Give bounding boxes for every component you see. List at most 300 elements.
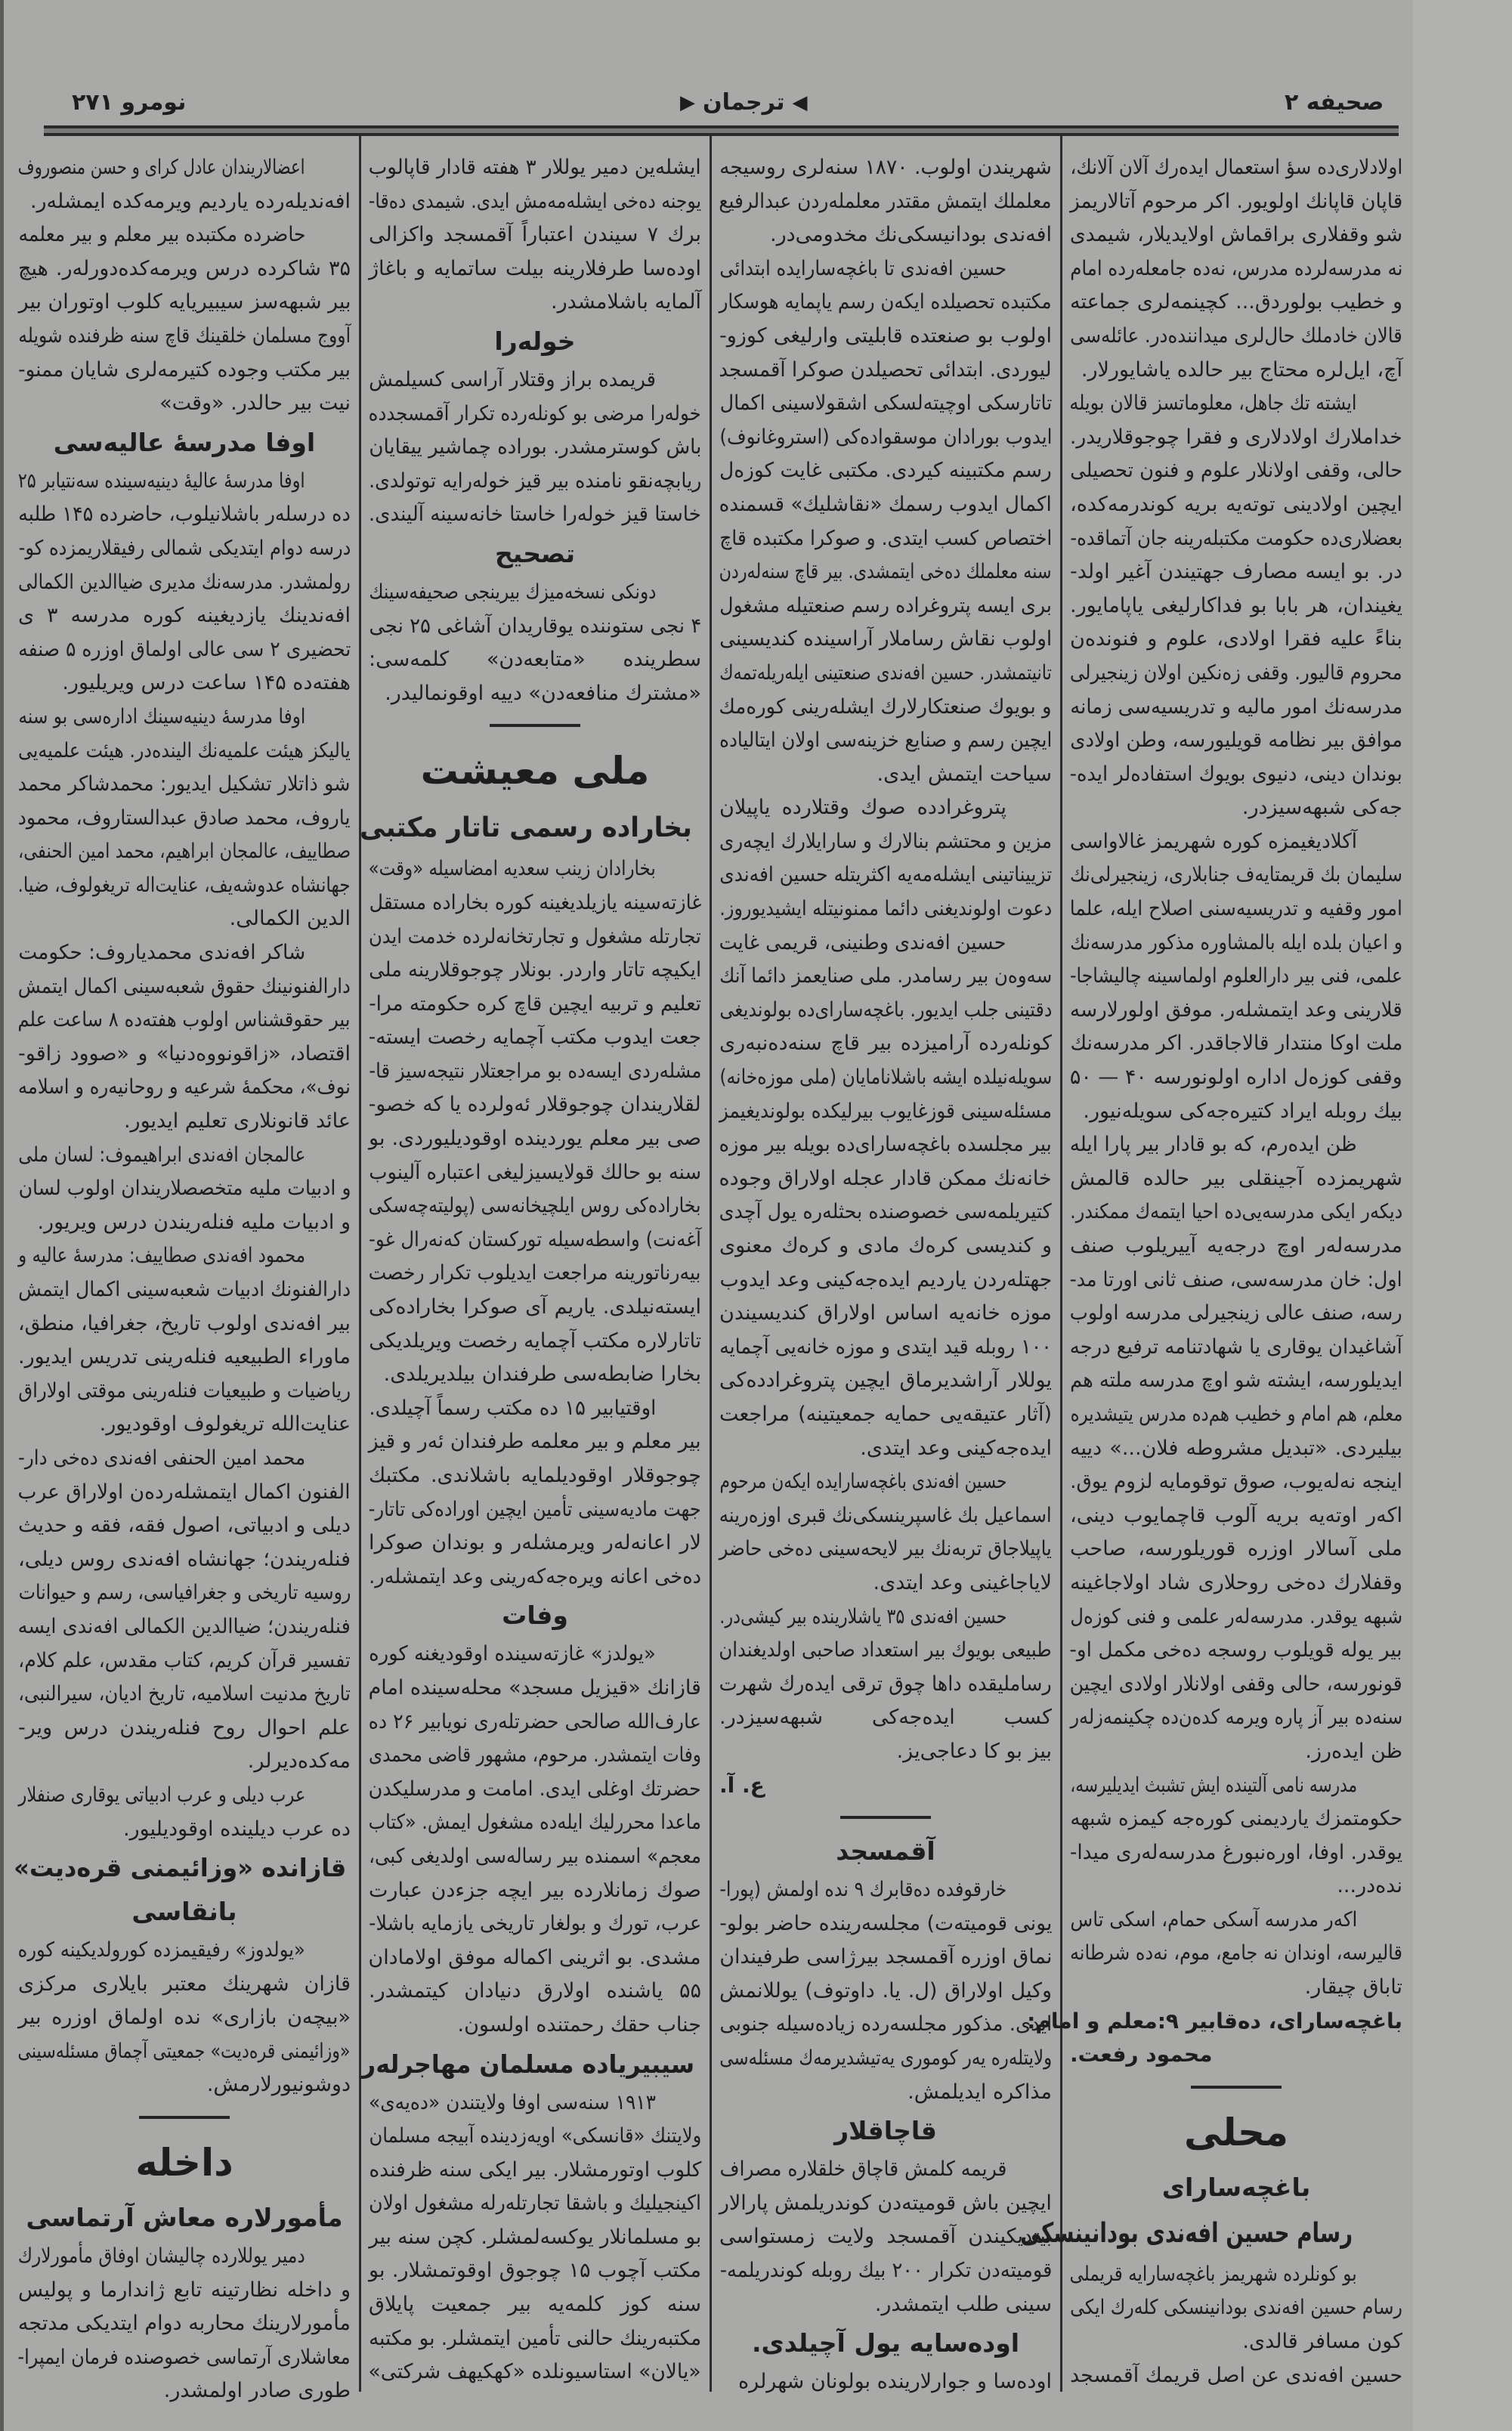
text-line-content: فنله‌ریندن؛ جهانشاه افه‌ندی روس دیلی، — [18, 1547, 351, 1571]
text-line-content: نیت بیر حالدر. «وقت» — [159, 391, 351, 416]
text-line — [719, 1941, 1052, 1975]
text-line — [369, 2009, 701, 2043]
text-line-content: باش کوسترمشدر. بوراده چماشیر ییقایان — [369, 435, 701, 459]
heading-line — [1019, 2210, 1402, 2258]
text-line — [18, 151, 351, 185]
text-line-content: تاتارسکی اوچیته‌لسکی اشقولاسینی اکمال — [719, 391, 1052, 416]
text-line — [369, 852, 701, 886]
heading-text: اوفا مدرسهٔ عالیه‌سی — [53, 427, 316, 457]
text-line-content: اولادلاری‌ده سؤ استعمال ایده‌رك آلان آلانك، — [1070, 156, 1402, 179]
text-line — [369, 1021, 701, 1055]
text-line-content: تحضیری ۲ سی عالی اولماق اوزره ۵ صنفه — [17, 637, 351, 661]
text-line-content: ایده‌جه‌کینی وعد ایتدی. — [860, 1436, 1052, 1460]
text-line — [1070, 892, 1402, 926]
article-paragraph — [369, 1392, 701, 1594]
text-line-content: مشدی. بو اثرینی اکماله موفق اولامادان — [368, 1945, 701, 1969]
text-line — [1070, 1263, 1402, 1297]
text-line — [719, 758, 1052, 792]
text-line-content: لیوردی. ابتدائی تحصیلدن صوکرا آقمسجد — [719, 357, 1052, 382]
text-line — [719, 1975, 1052, 2009]
text-line — [369, 1773, 701, 1807]
text-line — [719, 421, 1052, 455]
bracket-left-icon: ◀ — [792, 91, 808, 114]
text-line — [719, 1128, 1052, 1162]
text-line — [1070, 1095, 1402, 1129]
text-line-content: الفنون اکمال ایتمشله‌رده‌ن اولاراق عرب — [17, 1480, 351, 1504]
text-line-content: اولوب بو صنعتده قابلیتی وارلیغی کوزو- — [719, 323, 1052, 348]
text-line-content: لقلاریندان چوجوقلار ئه‌ولرده یا که خصو- — [369, 1093, 701, 1117]
text-line — [369, 1392, 701, 1426]
text-line-content: ایچین اولادینی توته‌یه بریه کوندرمه‌کده، — [1070, 492, 1402, 516]
text-line-content: ده‌خی اعانه ویره‌جه‌که‌رینی وعد ایتمشله‌ر. — [369, 1564, 701, 1588]
text-line-content: ظن ایده‌رم، که بو قادار بیر پارا ایله — [1070, 1133, 1357, 1157]
text-line — [1070, 555, 1402, 589]
text-line — [18, 1476, 351, 1510]
text-line — [1070, 791, 1402, 825]
text-line — [719, 1195, 1052, 1229]
heading-text: تصحیح — [495, 538, 575, 568]
text-line — [719, 218, 1052, 252]
text-line — [18, 1678, 351, 1712]
text-line — [1070, 1162, 1402, 1196]
article-paragraph — [18, 151, 351, 218]
text-line — [719, 1735, 1052, 1769]
text-line-content: اوقتیابیر ۱۵ ده مکتب رسماً آچیلدی. — [369, 1396, 656, 1420]
text-line — [369, 1189, 701, 1223]
text-line-content: اوفا مدرسهٔ عالیهٔ دینیه‌سینده سه‌نتیابر ۲۵ — [18, 469, 306, 493]
text-line — [369, 498, 701, 532]
text-line — [369, 1560, 701, 1594]
text-line-content: حسین افه‌ندی ۳۵ یاشلارینده بیر کیشی‌در. — [719, 1604, 1006, 1628]
text-line-content: حسین افه‌ندی وطنینی، قریمی غایت — [719, 930, 1006, 954]
section-title-line — [1070, 2099, 1402, 2166]
article-heading — [1070, 2166, 1402, 2210]
text-line — [18, 802, 351, 836]
text-line — [719, 488, 1052, 522]
text-line — [369, 252, 701, 286]
article-heading — [369, 320, 701, 363]
text-line — [369, 677, 701, 711]
text-line — [1070, 2359, 1402, 2393]
text-line — [719, 1533, 1052, 1567]
text-line — [1070, 1634, 1402, 1668]
text-line-content: سویله‌نیلده ایشه باشلانامایان (ملی موزه‌خانه) — [719, 1065, 1052, 1090]
text-line — [18, 1408, 351, 1442]
article-heading — [719, 1829, 1052, 1873]
text-line — [369, 610, 701, 644]
heading-text: قاچاقلار — [834, 2116, 937, 2146]
text-line — [369, 1459, 701, 1493]
text-line-content: یوجنه ده‌خی ایشله‌مه‌مش ایدی. شیمدی ده‌قا- — [368, 189, 701, 213]
text-line-content: قریمده براز وقتلار آراسی کسیلمش — [369, 367, 656, 391]
heading-text: خوله‌را — [494, 326, 576, 356]
heading-text: رسام حسین افه‌ندی بودانینسکی — [1019, 2217, 1353, 2249]
text-line-content: کتیریلمه‌سی خصوصنده بحثله‌ره یول آچدی — [719, 1200, 1052, 1224]
text-line — [1070, 454, 1402, 488]
text-line-content: فنله‌ریندن؛ ضیاالدین الکمالی افه‌ندی ایسه — [17, 1614, 351, 1638]
column-1 — [1019, 151, 1402, 2392]
text-line-content: علمی، فنی بیر دارالعلوم اولماسینه چالیشاجا- — [1069, 964, 1402, 988]
signature-left: محمود رفعت. — [1070, 2042, 1213, 2068]
text-line — [369, 576, 701, 610]
text-line-content: معلملك ایتمش مقتدر معلمله‌ردن عبدالرفیع — [719, 189, 1052, 213]
bracket-right-icon: ▶ — [680, 91, 695, 114]
text-line-content: معاشلاری آرتماسی خصوصنده فرمان ایمپرا- — [17, 2345, 351, 2369]
text-line-content: ۳۵ شاکرده درس ویرمه‌کده‌دورله‌ر. هیچ — [18, 256, 351, 280]
heading-line — [369, 320, 701, 363]
text-line-content: اسماعیل بك غاسپرینسکی‌نك قبری اوزه‌رینه — [719, 1503, 1052, 1527]
signature — [1027, 2005, 1402, 2039]
text-line — [18, 1644, 351, 1678]
text-line-content: هفته‌ده ۱۴۵ ساعت درس ویریلیور. — [62, 671, 351, 695]
text-line-content: یوقدر. اوفا، اوره‌نبورغ مدرسه‌له‌ری میدا- — [1069, 1840, 1402, 1864]
text-line-content: رسام حسین افه‌ندی بودانینسکی کله‌رك ایکی — [1070, 2296, 1402, 2320]
text-line-content: حسین افه‌ندی تا باغچه‌سارایده ابتدائی — [719, 256, 1006, 280]
text-line — [369, 465, 701, 499]
text-line-content: ایدیلورسه، ایشته شو اوچ مدرسه ملته هم — [1069, 1369, 1402, 1393]
article-paragraph — [1070, 1904, 1402, 2005]
article-heading — [719, 2109, 1052, 2153]
text-line-content: ریاضیات و طبیعیات فنله‌رینی موقتی اولاراق — [18, 1378, 351, 1403]
text-line — [369, 286, 701, 320]
text-line — [369, 1358, 701, 1392]
text-line — [1070, 1432, 1402, 1466]
text-line — [369, 1672, 701, 1706]
text-line — [369, 1257, 701, 1291]
text-line — [719, 926, 1052, 960]
text-line — [719, 1432, 1052, 1466]
text-line-content: «وزائیمنی قره‌دیت» جمعیتی آچماق مسئله‌سینی — [17, 2039, 351, 2063]
article-paragraph — [18, 1442, 351, 1779]
text-line — [1070, 2325, 1402, 2359]
text-line-content: عالمجان افه‌ندی ابراهیموف: لسان ملی — [17, 1143, 305, 1167]
heading-text: مأمورلاره معاش آرتماسی — [26, 2203, 343, 2233]
text-line — [18, 2341, 351, 2375]
heading-line — [719, 1829, 1052, 1873]
text-line-content: یاپیلاجاق تربه‌نك بیر لایحه‌سینی ده‌خی حاضر — [719, 1537, 1052, 1561]
heading-line — [369, 1594, 701, 1638]
text-line-content: رولمشدر. مدرسه‌نك مدیری ضیاالدین الکمالی — [18, 570, 351, 594]
article-heading — [360, 804, 701, 852]
signature — [719, 1769, 1052, 1803]
text-line-content: غازته‌سینه یازیلدیغینه کوره بخاراده مستقل — [369, 890, 701, 914]
text-line-content: حاضرده مکتبده بیر معلم و بیر معلمه — [18, 223, 305, 247]
text-line-content: بیر مکتب وجوده کتیرمه‌لری شایان ممنو- — [18, 357, 351, 382]
article-heading — [18, 421, 351, 465]
text-line — [719, 791, 1052, 825]
text-line-content: جهت مادیه‌سینی تأمین ایچین اوراده‌کی تاتار- — [369, 1497, 701, 1521]
article-paragraph — [18, 1779, 351, 1846]
text-line — [369, 1088, 701, 1122]
text-line — [719, 252, 1052, 286]
text-line-content: اعضالاریندان عادل کرای و حسن منصوروف — [18, 156, 305, 179]
text-line-content: دوشونیورلارمش. — [206, 2073, 351, 2097]
text-line-content: دمیر یوللارده چالیشان اوفاق مأمورلارك — [18, 2244, 305, 2269]
text-line — [18, 1273, 351, 1307]
text-line — [719, 724, 1052, 758]
text-line-content: ایدی. مذکور مجلسه‌رده زیاده‌سیله جنوبی — [719, 2012, 1052, 2037]
text-line — [1070, 488, 1402, 522]
text-line — [18, 1509, 351, 1543]
article-paragraph — [369, 363, 701, 532]
text-line-content: ملی آسالار اوزره قوریلورسه، صاحب — [1070, 1537, 1402, 1561]
text-line — [18, 835, 351, 869]
text-line-content: اول: خان مدرسه‌سی، صنف ثانی اورتا مد- — [1069, 1267, 1402, 1291]
text-line — [719, 1701, 1052, 1735]
heading-line — [1070, 2166, 1402, 2210]
text-line — [369, 1291, 701, 1325]
text-line — [1070, 1904, 1402, 1938]
text-line-content: صطاییف، عالمجان ابراهیم، محمد امین الحنفی، — [17, 840, 351, 864]
text-line-content: جهانشاه عدوشه‌یف، عنایت‌اله تریغولوف، ضیا. — [17, 873, 351, 897]
text-line — [18, 2240, 351, 2274]
text-line-content: الدین الکمالی. — [229, 907, 351, 931]
text-line-content: دعوت اولوندیغنی دائما ممنونیتله ایشیدیوروز. — [719, 897, 1052, 921]
text-line-content: یوللار آراشدیرماق ایچین پتروغرادده‌کی — [719, 1369, 1052, 1393]
section-divider — [840, 1816, 931, 1819]
text-line — [18, 1307, 351, 1341]
text-line — [369, 1055, 701, 1089]
heading-line — [13, 1846, 351, 1890]
text-line — [1070, 657, 1402, 691]
text-line-content: حسین افه‌ندی باغچه‌سارایده ایکه‌ن مرحوم — [719, 1470, 1006, 1494]
text-line — [1070, 1499, 1402, 1533]
text-line — [369, 954, 701, 988]
text-line — [1070, 1937, 1402, 1971]
text-line — [18, 1071, 351, 1105]
text-line-content: طوری صادر اولمشدر. — [163, 2379, 351, 2403]
text-line-content: و ادبیات ملیه فنله‌ریندن درس ویریور. — [37, 1210, 351, 1234]
text-line-content: ایچین باش قومیته‌دن کوندریلمش پارالار — [719, 2191, 1052, 2215]
text-line — [1070, 758, 1402, 792]
text-line-content: افه‌ندی بودانیسکی‌نك مخدومی‌در. — [769, 223, 1052, 247]
text-line-content: رساملیقده داها چوق ترقی ایده‌رك شهرت — [719, 1672, 1052, 1696]
text-line-content: در. بو ایسه مصارف جهتیندن آغیر اولد- — [1070, 560, 1402, 584]
text-line — [18, 498, 351, 532]
text-line — [1070, 1398, 1402, 1432]
text-line-content: عائد قانونلاری تعلیم ایدیور. — [123, 1109, 351, 1134]
text-line-content: وفات ایتمشدر. مرحوم، مشهور قاضی محمدی — [369, 1743, 701, 1768]
text-line — [18, 970, 351, 1004]
text-line-content: سنه کوز کلمه‌یه بیر جمعیت پایلاق — [369, 2293, 701, 2317]
text-line — [719, 2076, 1052, 2110]
section-divider — [490, 724, 580, 727]
article-paragraph — [18, 936, 351, 1139]
text-line-content: تفسیر قرآن کریم، کتاب مقدس، علم کلام، — [18, 1648, 351, 1672]
text-line-content: قریمه کلمش قاچاق خلقلاره مصراف — [719, 2157, 1006, 2182]
text-line — [369, 988, 701, 1022]
text-line-content: تانیتمشدر. حسین افه‌ندی صنعتینی ایله‌ریله‌تمه‌ك — [719, 660, 1052, 685]
text-line — [18, 286, 351, 320]
text-line-content: مسئله‌سینی قوزغایوب بیرلیکده بولوندیغیمز — [719, 1099, 1052, 1123]
article-heading — [361, 2043, 701, 2086]
article-paragraph — [1070, 2258, 1402, 2359]
text-line — [719, 454, 1052, 488]
text-line — [18, 2068, 351, 2102]
text-line-content: یالیکز هیئت علمیه‌نك الینده‌در. هیئت علمیه‌یی — [18, 738, 351, 762]
text-line-content: بعضلاری‌ده حکومت مکتبله‌رینه جان آتماقده- — [1070, 526, 1402, 550]
text-line-content: «یالان» استاسیونلده «کهکیهف شرکتی» — [368, 2360, 701, 2384]
text-line — [18, 2035, 351, 2069]
text-line — [18, 2274, 351, 2308]
text-line — [1070, 691, 1402, 725]
article-paragraph — [1070, 1128, 1402, 1768]
text-line — [18, 701, 351, 735]
text-line-content: قازانك «قیزیل مسجد» محله‌سینده امام — [368, 1675, 701, 1700]
text-line-content: ۵۵ یاشنده اولارق دنیادان کیتمشدر. — [369, 1979, 701, 2003]
text-line-content: شبهه یوقدر. مدرسه‌له‌ر علمی و فنی کوزه‌ل — [1070, 1604, 1402, 1628]
text-line — [719, 1095, 1052, 1129]
text-line — [18, 667, 351, 701]
text-line — [719, 858, 1052, 892]
text-line — [1070, 218, 1402, 252]
text-line-content: دیلی و ادبیاتی، اصول فقه، فقه و حدیث — [18, 1514, 351, 1538]
section-title-line — [369, 738, 701, 804]
text-line-content: بو کونلرده شهریمز باغچه‌سارایه قریملی — [1069, 2262, 1357, 2286]
article-paragraph — [719, 2153, 1052, 2321]
text-line-content: ماوراء الطبیعیه فنله‌رینی تدریس ایدیور. — [18, 1345, 351, 1369]
text-line-content: بیلیردی. «تبدیل مشروطه فلان...» دییه — [1070, 1436, 1402, 1460]
page-number-label: صحیفه ۲ — [1285, 89, 1384, 116]
text-line-content: مدرسه نامی آلتینده ایش تشبث ایدیلیرسه، — [1070, 1773, 1357, 1797]
heading-line — [18, 421, 351, 465]
text-line-content: بیز بو کا دعاجی‌یز. — [896, 1739, 1052, 1763]
text-line-content: «یولدوز» رفیقیمزده کورولدیکینه کوره — [17, 1938, 305, 1962]
text-line — [18, 1105, 351, 1139]
text-line-content: تجارتله مشغول و تجارتخانه‌لرده خدمت ایدن — [369, 924, 701, 948]
section-title — [18, 2129, 351, 2196]
text-line-content: شهریمزده آجینقلی بیر حالده قالمش — [1070, 1166, 1402, 1190]
text-line-content: مشله‌ردی ایسه‌ده بو مراجعتلار نتیجه‌سیز قا- — [368, 1059, 701, 1083]
text-line — [369, 643, 701, 677]
text-line — [369, 1941, 701, 1975]
article-paragraph — [18, 218, 351, 421]
section-title-text: ملی معیشت — [420, 749, 650, 793]
text-line — [1070, 1465, 1402, 1499]
text-line — [18, 465, 351, 499]
text-line — [1070, 1533, 1402, 1567]
text-line-content: ریابچه‌نقو نامنده بیر قیز خوله‌رایه توتولدی. — [368, 469, 701, 493]
text-line — [719, 657, 1052, 691]
text-line — [719, 1061, 1052, 1095]
text-line — [369, 2288, 701, 2322]
text-line-content: اینجه نه‌له‌یوب، صوق توقومایه لزوم یوق. — [1070, 1470, 1402, 1494]
text-line-content: اکینجیلیك و باشقا تجارتله‌رله مشغول اولان — [369, 2191, 701, 2216]
text-line-content: یغیندان، هر بابا بو فداکارلیغی یاپامایور. — [1070, 593, 1402, 617]
column-3 — [360, 151, 702, 2389]
text-line — [369, 1425, 701, 1459]
text-line — [18, 936, 351, 970]
text-line-content: امور وقفیه و تدریسیه‌سنی اصلاح ایله، علما — [1069, 897, 1402, 921]
text-line — [719, 1229, 1052, 1263]
text-line-content: بخاراده‌کی روس ایلچیخانه‌سی (پولیته‌چه‌سکی — [369, 1194, 701, 1218]
text-line-content: اوفا مدرسهٔ دینیه‌سینك اداره‌سی بو سنه — [17, 704, 305, 728]
text-line — [369, 1706, 701, 1740]
text-line-content: مأمورلارینك محاربه دوام ایتدیکی مدتجه — [17, 2312, 351, 2336]
newspaper-title: ترجمان — [703, 89, 785, 116]
text-line — [719, 589, 1052, 623]
text-line-content: مدرسه‌له‌ر اوچ درجه‌یه آییریلوب صنف — [1070, 1234, 1402, 1257]
text-line — [1070, 1836, 1402, 1870]
text-line-content: بیه‌رناتورینه مراجعت ایدیلوب تکرار رخصت — [369, 1261, 701, 1285]
text-line — [1070, 994, 1402, 1028]
text-line — [18, 320, 351, 354]
text-line — [18, 1712, 351, 1746]
section-title-line — [18, 2129, 351, 2196]
text-line-content: خاستا قیز خوله‌را خاستا خانه‌سینه آلیندی. — [369, 503, 701, 527]
page-edge — [0, 0, 4, 2431]
issue-number-label: نومرو ۲۷۱ — [72, 89, 187, 116]
text-line-content: ده عرب دیلینده اوقودیلیور. — [122, 1817, 351, 1841]
heading-line — [18, 1890, 351, 1934]
text-line — [719, 2187, 1052, 2221]
article-paragraph — [1070, 1769, 1402, 1904]
article-paragraph — [1070, 2359, 1402, 2393]
text-line — [18, 354, 351, 388]
text-line-content: و کندیسی کره‌ك مادی و کره‌ك معنوی — [719, 1234, 1052, 1257]
text-line — [1070, 1870, 1402, 1904]
text-line — [1070, 1331, 1402, 1365]
section-title-text: داخله — [135, 2141, 233, 2185]
text-line — [719, 1668, 1052, 1702]
text-line-content: بخارادان زینب سعدیه امضاسیله «وقت» — [368, 857, 656, 881]
text-line-content: سینی طلب ایتمشدر. — [874, 2292, 1052, 2316]
text-line — [369, 2187, 701, 2221]
article-heading — [1019, 2210, 1402, 2258]
text-line-content: ظن ایده‌رز. — [1305, 1739, 1402, 1763]
heading-text: آقمسجد — [836, 1836, 935, 1867]
text-line-content: «بیچه‌ن بازاری» نده اولماق اوزره بیر — [18, 2006, 351, 2030]
heading-line — [361, 2043, 701, 2086]
text-line — [369, 2355, 701, 2389]
text-line-content: طبیعی بویوك بیر استعداد صاحبی اولدیغندان — [719, 1638, 1052, 1662]
column-4 — [13, 151, 351, 2408]
text-line — [1070, 1971, 1402, 2005]
section-title-text: محلی — [1184, 2110, 1288, 2154]
text-line — [369, 1840, 701, 1874]
text-line — [1070, 1701, 1402, 1735]
text-line-content: ایچین رسم و صنایع خزینه‌سی اولان ایتالیاده — [719, 728, 1052, 753]
text-line — [1070, 185, 1402, 219]
text-line — [369, 1874, 701, 1908]
text-line-content: ایشته تك جاهل، معلوماتسز قالان بویله — [1069, 391, 1357, 416]
page-margin — [1413, 0, 1512, 2431]
text-line — [1070, 623, 1402, 657]
text-line — [369, 1975, 701, 2009]
text-line-content: مذاکره ایدیلمش. — [908, 2080, 1052, 2104]
text-line-content: «مشترك منافعه‌دن» دییه اوقونمالیدر. — [385, 681, 701, 705]
text-line — [1070, 1364, 1402, 1398]
article-paragraph — [1070, 825, 1402, 1128]
text-line — [18, 1779, 351, 1813]
text-line-content: صی بیر معلم یوردینده اوقودیلیوردی. بو — [369, 1127, 701, 1151]
text-line — [369, 2322, 701, 2356]
text-line-content: معجم» اسمنده بیر رساله‌سی اولدیغی کبی، — [369, 1844, 701, 1868]
text-line-content: کون مسافر قالدی. — [1242, 2330, 1402, 2354]
text-line-content: چوجوقلار اوقودیلمایه باشلاندی. مکتبك — [369, 1464, 701, 1487]
text-line — [369, 1325, 701, 1359]
column-divider — [710, 136, 712, 2392]
text-line — [369, 2086, 701, 2120]
text-line — [719, 151, 1052, 185]
text-line-content: معلم، هم امام و خطیب هم‌ده مدرس یتیشدیره — [1070, 1402, 1402, 1426]
text-line — [369, 1526, 701, 1560]
text-line-content: بیتدیکیندن آقمسجد ولایت زمستواسی — [719, 2225, 1052, 2249]
text-line — [18, 1139, 351, 1173]
text-line — [369, 2221, 701, 2255]
article-paragraph — [1070, 387, 1402, 825]
text-line — [719, 1873, 1052, 1907]
